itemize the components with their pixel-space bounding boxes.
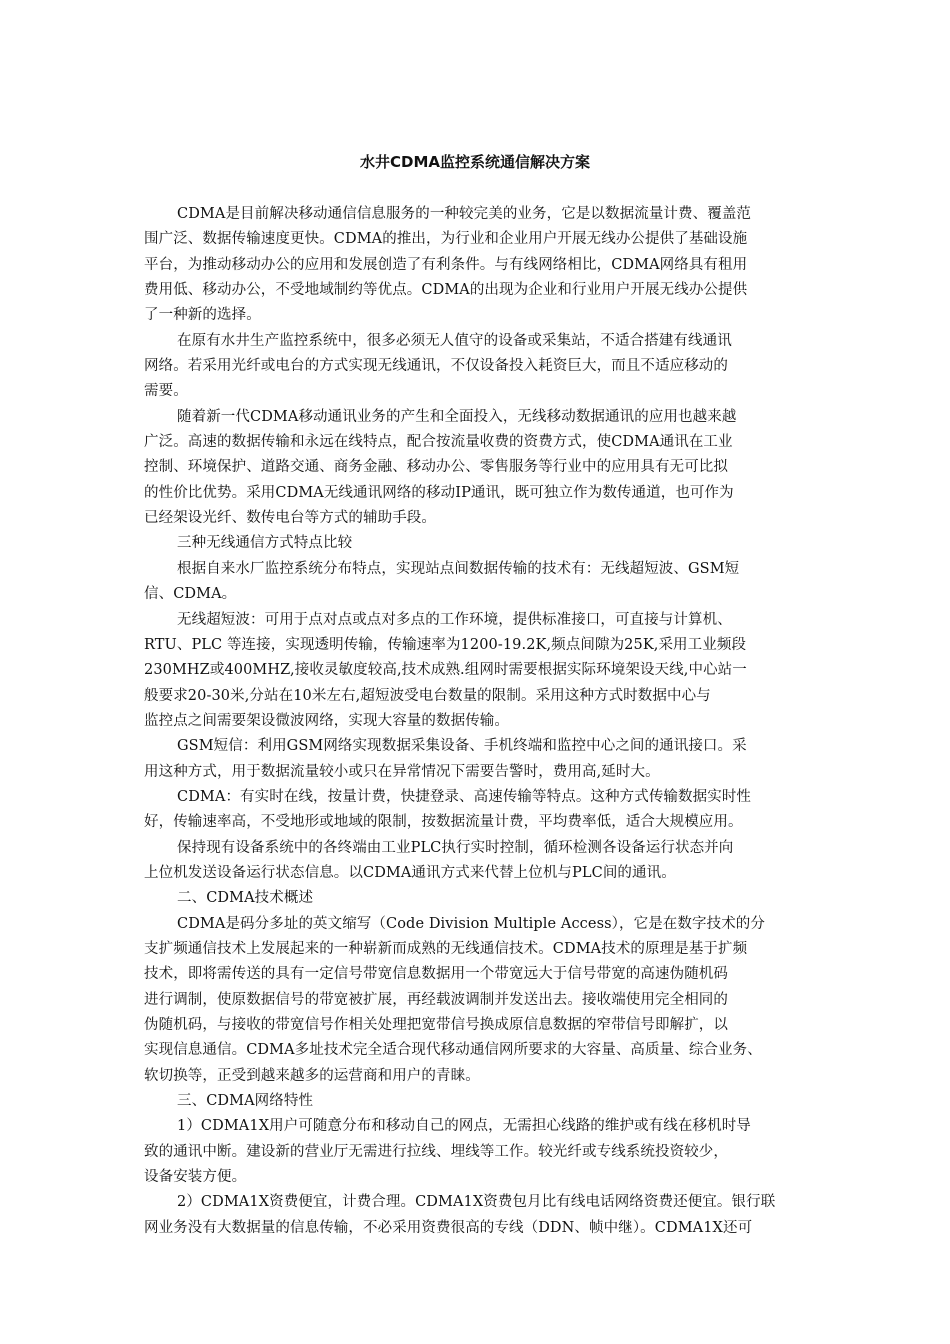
text-line: 保持现有设备系统中的各终端由工业PLC执行实时控制，循环检测各设备运行状态并向 — [177, 839, 734, 856]
text-line: 无线超短波：可用于点对点或点对多点的工作环境，提供标准接口，可直接与计算机、 — [177, 611, 732, 628]
text-line: 二、CDMA技术概述 — [177, 890, 314, 907]
text-line: 随着新一代CDMA移动通讯业务的产生和全面投入，无线移动数据通讯的应用也越来越 — [177, 408, 737, 425]
text-line: CDMA是码分多址的英文缩写（Code Division Multiple Access），它是在数字技术的分 — [177, 915, 766, 932]
text-line: 网络。若采用光纤或电台的方式实现无线通讯，不仅设备投入耗资巨大，而且不适应移动的 — [144, 358, 728, 375]
text-line: 围广泛、数据传输速度更快。CDMA的推出，为行业和企业用户开展无线办公提供了基础设施 — [144, 231, 748, 248]
text-line: 在原有水井生产监控系统中，很多必须无人值守的设备或采集站，不适合搭建有线通讯 — [177, 332, 732, 349]
text-line: 已经架设光纤、数传电台等方式的辅助手段。 — [144, 510, 436, 527]
text-line: 设备安装方便。 — [144, 1169, 247, 1186]
document-title: 水井CDMA监控系统通信解决方案 — [360, 153, 590, 171]
text-line: 了一种新的选择。 — [144, 307, 261, 324]
text-line: 实现信息通信。CDMA多址技术完全适合现代移动通信网所要求的大容量、高质量、综合业务、 — [144, 1042, 762, 1059]
text-line: 好，传输速率高，不受地形或地域的限制，按数据流量计费，平均费率低，适合大规模应用。 — [144, 814, 743, 831]
text-line: CDMA是目前解决移动通信信息服务的一种较完美的业务，它是以数据流量计费、覆盖范 — [177, 206, 752, 222]
text-line: 信、CDMA。 — [144, 586, 237, 603]
text-line: 控制、环境保护、道路交通、商务金融、移动办公、零售服务等行业中的应用具有无可比拟 — [144, 459, 728, 476]
text-line: 监控点之间需要架设微波网络，实现大容量的数据传输。 — [144, 712, 509, 729]
text-line: 软切换等，正受到越来越多的运营商和用户的青睐。 — [144, 1067, 480, 1084]
text-line: 2）CDMA1X资费便宜，计费合理。CDMA1X资费包月比有线电话网络资费还便宜。银行联 — [177, 1194, 776, 1211]
text-line: 三种无线通信方式特点比较 — [177, 535, 353, 552]
text-line: 三、CDMA网络特性 — [177, 1093, 314, 1110]
text-line: 广泛。高速的数据传输和永远在线特点，配合按流量收费的资费方式，使CDMA通讯在工业 — [144, 434, 733, 451]
text-line: 技术，即将需传送的具有一定信号带宽信息数据用一个带宽远大于信号带宽的高速伪随机码 — [144, 966, 728, 983]
text-line: 网业务没有大数据量的信息传输，不必采用资费很高的专线（DDN、帧中继）。CDMA1X还可 — [144, 1219, 753, 1236]
text-line: 根据自来水厂监控系统分布特点，实现站点间数据传输的技术有：无线超短波、GSM短 — [177, 560, 740, 577]
text-line: 上位机发送设备运行状态信息。以CDMA通讯方式来代替上位机与PLC间的通讯。 — [144, 864, 676, 881]
text-line: 伪随机码，与接收的带宽信号作相关处理把宽带信号换成原信息数据的窄带信号即解扩，以 — [144, 1017, 728, 1033]
text-line: 1）CDMA1X用户可随意分布和移动自己的网点，无需担心线路的维护或有线在移机时导 — [177, 1118, 751, 1135]
text-line: 230MHZ或400MHZ,接收灵敏度较高,技术成熟.组网时需要根据实际环境架设天线,中心站一 — [144, 662, 747, 679]
text-line: 般要求20-30米,分站在10米左右,超短波受电台数量的限制。采用这种方式时数据中心与 — [144, 687, 711, 704]
document-body — [144, 202, 812, 1241]
text-line: 的性价比优势。采用CDMA无线通讯网络的移动IP通讯，既可独立作为数传通道，也可作为 — [144, 484, 734, 501]
text-line: 进行调制，使原数据信号的带宽被扩展，再经载波调制并发送出去。接收端使用完全相同的 — [144, 991, 728, 1008]
text-line: 平台，为推动移动办公的应用和发展创造了有利条件。与有线网络相比，CDMA网络具有租用 — [144, 256, 748, 273]
text-line: 支扩频通信技术上发展起来的一种崭新而成熟的无线通信技术。CDMA技术的原理是基于扩频 — [144, 940, 748, 957]
text-line: 用这种方式，用于数据流量较小或只在异常情况下需要告警时，费用高,延时大。 — [144, 763, 660, 780]
text-line: GSM短信：利用GSM网络实现数据采集设备、手机终端和监控中心之间的通讯接口。采 — [177, 738, 747, 755]
text-line: CDMA：有实时在线，按量计费，快捷登录、高速传输等特点。这种方式传输数据实时性 — [177, 788, 752, 805]
text-line: 费用低、移动办公，不受地域制约等优点。CDMA的出现为企业和行业用户开展无线办公提供 — [144, 282, 748, 299]
text-line: RTU、PLC 等连接，实现透明传输，传输速率为1200-19.2K,频点间隙为25K,采用工业频段 — [144, 636, 747, 653]
text-line: 致的通讯中断。建设新的营业厅无需进行拉线、埋线等工作。较光纤或专线系统投资较少， — [144, 1143, 728, 1160]
text-line: 需要。 — [144, 383, 188, 400]
